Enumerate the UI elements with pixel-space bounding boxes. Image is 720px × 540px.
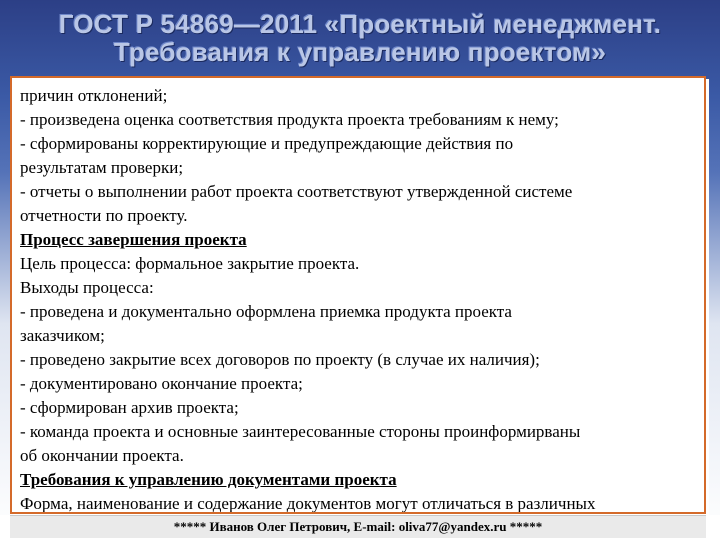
footer-author-contact: ***** Иванов Олег Петрович, E-mail: oliva77@yandex.ru ***** xyxy=(10,515,706,538)
text-line: - проведена и документально оформлена приемка продукта проекта xyxy=(20,302,512,321)
text-line: - сформирован архив проекта; xyxy=(20,398,239,417)
section-heading-completion: Процесс завершения проекта xyxy=(20,230,247,249)
title-line-1: ГОСТ Р 54869—2011 «Проектный менеджмент. xyxy=(58,9,662,39)
content-box xyxy=(10,76,706,514)
text-line: - отчеты о выполнении работ проекта соответствуют утвержденной системе xyxy=(20,182,573,201)
text-line: заказчиком; xyxy=(20,326,105,345)
footer xyxy=(0,515,720,540)
text-line: - документировано окончание проекта; xyxy=(20,374,303,393)
text-line: Выходы процесса: xyxy=(20,278,154,297)
text-line: об окончании проекта. xyxy=(20,446,184,465)
text-line: - проведено закрытие всех договоров по проекту (в случае их наличия); xyxy=(20,350,540,369)
text-line: отчетности по проекту. xyxy=(20,206,188,225)
text-line: Цель процесса: формальное закрытие проекта. xyxy=(20,254,360,273)
title-line-2: Требования к управлению проектом» xyxy=(113,37,607,67)
slide-title xyxy=(0,10,720,66)
text-line: - сформированы корректирующие и предупреждающие действия по xyxy=(20,134,514,153)
text-line: Форма, наименование и содержание документов могут отличаться в различных xyxy=(20,494,596,513)
section-heading-documents: Требования к управлению документами проекта xyxy=(20,470,397,489)
text-line: результатам проверки; xyxy=(20,158,184,177)
text-line: причин отклонений; xyxy=(20,86,168,105)
text-line: - произведена оценка соответствия продукта проекта требованиям к нему; xyxy=(20,110,559,129)
text-line: - команда проекта и основные заинтересованные стороны проинформирваны xyxy=(20,422,581,441)
